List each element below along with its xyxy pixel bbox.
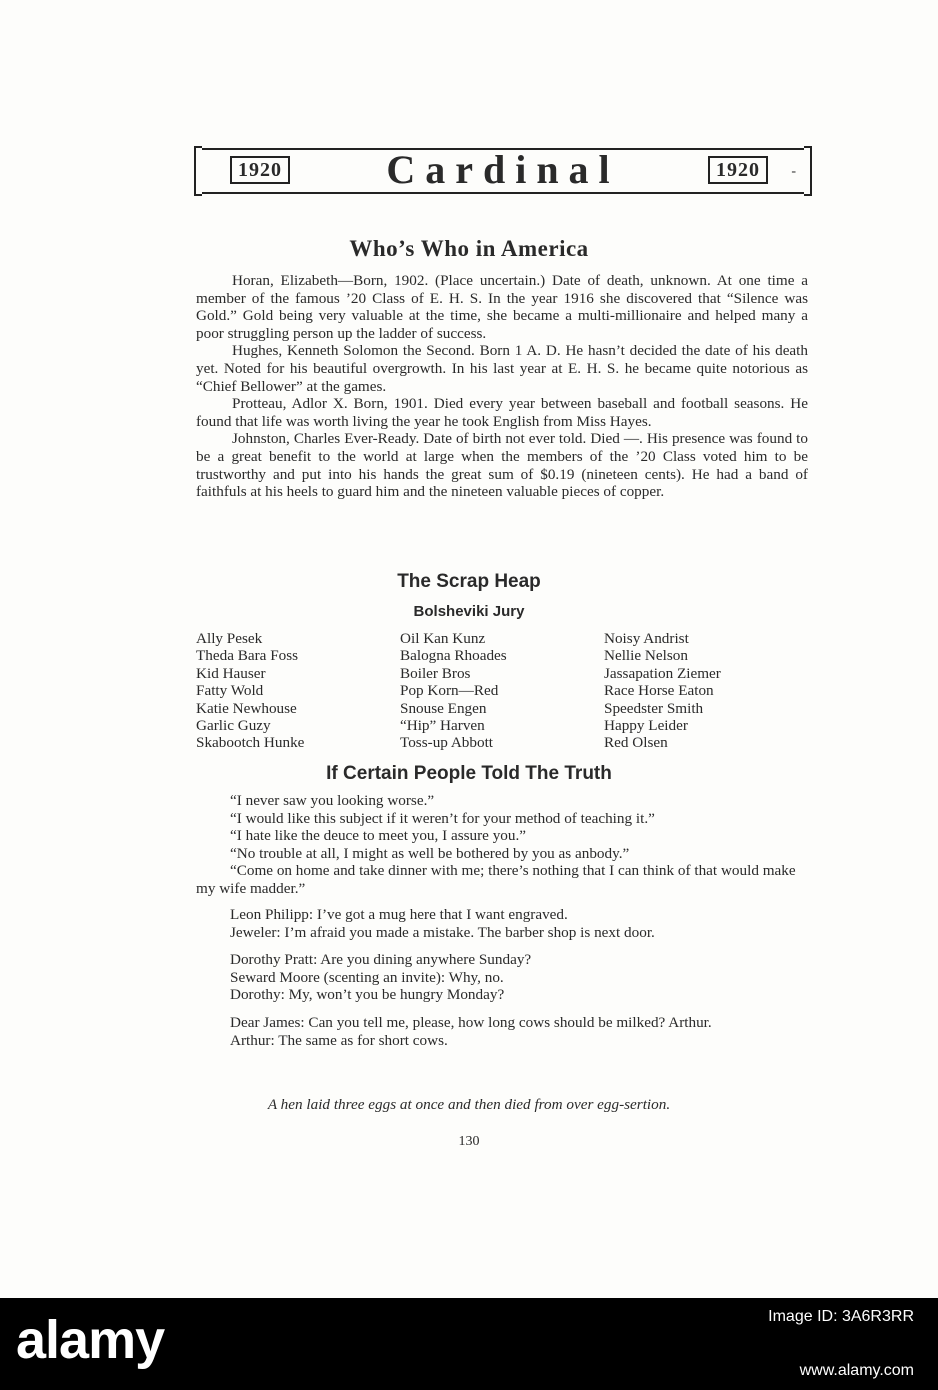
dialogue-line: Leon Philipp: I’ve got a mug here that I want engraved. <box>230 906 568 923</box>
section-title-scrap-heap: The Scrap Heap <box>397 571 541 592</box>
image-id-label: Image ID: 3A6R3RR <box>768 1308 914 1325</box>
closing-joke: A hen laid three eggs at once and then died from over egg-sertion. <box>267 1096 671 1113</box>
dialogue-line: Seward Moore (scenting an invite): Why, no. <box>230 968 504 986</box>
list-item: Toss-up Abbott <box>400 734 494 752</box>
quote: “Come on home and take dinner with me; there’s nothing that I can think of that would make my wife madder.” <box>196 862 796 897</box>
page-number: 130 <box>458 1134 480 1149</box>
jury-column-2 <box>400 630 507 752</box>
alamy-logo: alamy <box>16 1310 165 1370</box>
section-title-whos-who: Who’s Who in America <box>349 236 589 261</box>
list-item: Fatty Wold <box>196 682 264 700</box>
list-item: Kid Hauser <box>196 664 266 682</box>
list-item: Skabootch Hunke <box>196 734 305 752</box>
header-banner <box>194 146 812 196</box>
dialogue-line: Dorothy Pratt: Are you dining anywhere Sunday? <box>230 951 532 968</box>
list-item: Snouse Engen <box>400 699 487 717</box>
paragraph: Horan, Elizabeth—Born, 1902. (Place uncertain.) Date of death, unknown. At one time a member of the famous ’20 Class of E. H. S. In the year 1916 she discovered that “Silence was Gold.” Gold being very valuable at the time, she became a multi-millionaire and helped many a poor struggling person up the ladder of success. <box>196 272 808 342</box>
list-item: Nellie Nelson <box>604 647 688 665</box>
jury-column-1 <box>196 630 304 752</box>
list-item: Speedster Smith <box>604 699 704 717</box>
header-title: Cardinal <box>386 147 620 192</box>
quote: “No trouble at all, I might as well be bothered by you as anbody.” <box>230 844 630 862</box>
banner-dash-ornament: - <box>791 164 796 179</box>
header-year-left: 1920 <box>230 156 290 184</box>
quote: “I would like this subject if it weren’t for your method of teaching it.” <box>230 809 655 827</box>
list-item: Oil Kan Kunz <box>400 630 486 647</box>
jury-column-3 <box>604 630 721 752</box>
list-item: Boiler Bros <box>400 664 471 682</box>
paragraph: Johnston, Charles Ever-Ready. Date of birth not ever told. Died —. His presence was found to be a great benefit to the world at large when the members of the ’20 Class voted him to be trustworthy and put into his hands the great sum of $0.19 (nineteen cents). He had a band of faithfuls at his heels to guard him and the nineteen valuable pieces of copper. <box>196 430 808 501</box>
dialogue-cows <box>196 1014 808 1049</box>
dialogue-line: Dear James: Can you tell me, please, how long cows should be milked? Arthur. <box>230 1014 712 1031</box>
list-item: Ally Pesek <box>196 630 263 647</box>
quote: “I never saw you looking worse.” <box>230 792 435 809</box>
section-subtitle-jury: Bolsheviki Jury <box>413 603 525 620</box>
list-item: Race Horse Eaton <box>604 682 714 700</box>
list-item: Katie Newhouse <box>196 699 297 717</box>
list-item: Noisy Andrist <box>604 630 689 647</box>
banner-bottom-rule <box>202 192 804 194</box>
list-item: Theda Bara Foss <box>196 647 299 665</box>
list-item: “Hip” Harven <box>400 717 485 735</box>
list-item: Happy Leider <box>604 717 688 735</box>
quote: “I hate like the deuce to meet you, I assure you.” <box>230 827 527 845</box>
list-item: Pop Korn—Red <box>400 682 499 700</box>
paragraph: Protteau, Adlor X. Born, 1901. Died every year between baseball and football seasons. He found that life was worth living the year he took English from Miss Hayes. <box>196 395 808 430</box>
list-item: Red Olsen <box>604 734 668 752</box>
truth-quotes <box>196 792 808 898</box>
whos-who-body <box>196 272 808 501</box>
dialogue-line: Jeweler: I’m afraid you made a mistake. The barber shop is next door. <box>230 923 655 941</box>
dialogue-jeweler <box>196 906 808 941</box>
dialogue-line: Arthur: The same as for short cows. <box>230 1031 448 1049</box>
paragraph: Hughes, Kenneth Solomon the Second. Born 1 A. D. He hasn’t decided the date of his death yet. Noted for his beautiful overgrowth. In his last year at E. H. S. he became quite notorious as “Chief Bellower” at the games. <box>196 342 808 395</box>
header-year-right: 1920 <box>708 156 768 184</box>
site-url: www.alamy.com <box>799 1362 914 1379</box>
dialogue-dinner <box>196 951 808 1004</box>
dialogue-line: Dorothy: My, won’t you be hungry Monday? <box>230 986 505 1004</box>
list-item: Jassapation Ziemer <box>604 664 721 682</box>
watermark-footer <box>0 1298 938 1390</box>
list-item: Garlic Guzy <box>196 717 271 735</box>
list-item: Balogna Rhoades <box>400 647 507 665</box>
section-title-truth: If Certain People Told The Truth <box>326 763 612 784</box>
